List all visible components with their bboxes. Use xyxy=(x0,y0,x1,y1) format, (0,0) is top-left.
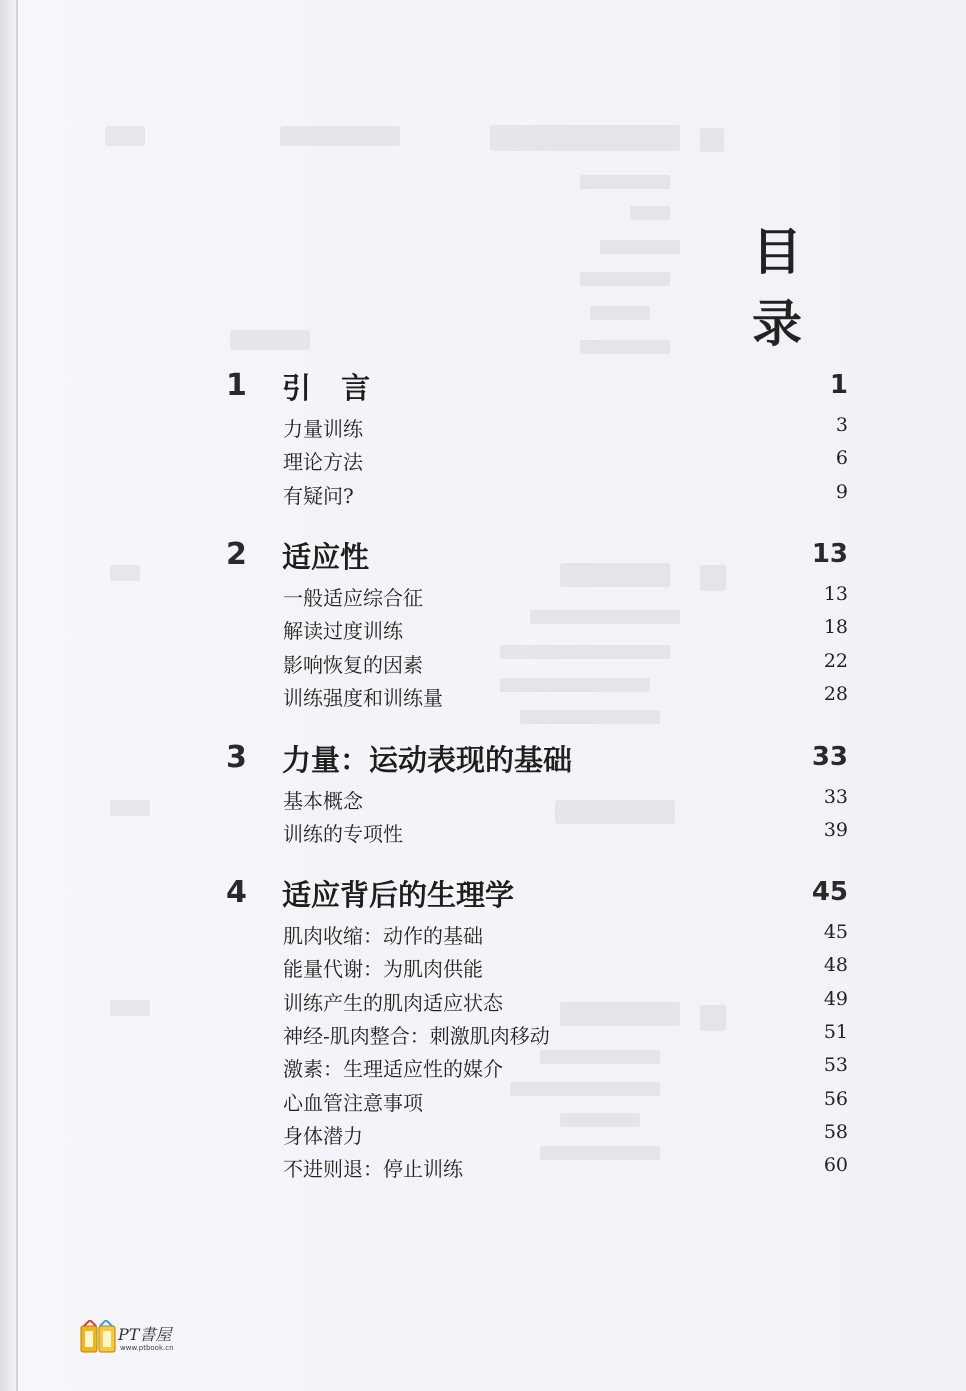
section-title[interactable]: 理论方法 xyxy=(283,450,363,475)
section-page-number: 3 xyxy=(835,414,848,436)
section-title[interactable]: 影响恢复的因素 xyxy=(283,652,423,677)
chapter-page-number: 33 xyxy=(811,742,848,772)
section-title[interactable]: 神经-肌肉整合：刺激肌肉移动 xyxy=(283,1023,550,1048)
page-title: 目 录 xyxy=(752,222,848,353)
section-title[interactable]: 训练的专项性 xyxy=(283,822,403,847)
chapter-page-number: 1 xyxy=(829,370,848,400)
section-page-number: 45 xyxy=(823,921,848,943)
section-title[interactable]: 身体潜力 xyxy=(283,1123,363,1148)
section-page-number: 6 xyxy=(835,447,848,470)
section-title[interactable]: 心血管注意事项 xyxy=(283,1090,423,1115)
section-title[interactable]: 训练产生的肌肉适应状态 xyxy=(283,990,503,1015)
section-page-number: 53 xyxy=(823,1054,848,1077)
section-page-number: 9 xyxy=(835,480,848,503)
section-title[interactable]: 有疑问? xyxy=(283,483,354,508)
chapter-title[interactable]: 适应背后的生理学 xyxy=(282,878,515,912)
section-title[interactable]: 基本概念 xyxy=(283,789,363,813)
chapter-title[interactable]: 适应性 xyxy=(282,540,370,574)
chapter-number: 3 xyxy=(226,740,247,775)
section-title[interactable]: 解读过度训练 xyxy=(283,619,403,644)
section-title[interactable]: 不进则退：停止训练 xyxy=(283,1157,463,1182)
section-page-number: 22 xyxy=(823,649,848,672)
section-page-number: 13 xyxy=(823,583,848,605)
chapter-page-number: 13 xyxy=(811,539,848,569)
chapter-number: 1 xyxy=(226,368,247,403)
section-page-number: 58 xyxy=(823,1120,848,1143)
section-page-number: 18 xyxy=(823,616,848,639)
section-title[interactable]: 能量代谢：为肌肉供能 xyxy=(283,957,483,982)
section-title[interactable]: 训练强度和训练量 xyxy=(283,685,443,710)
section-page-number: 39 xyxy=(823,819,848,842)
section-page-number: 56 xyxy=(823,1087,848,1110)
section-title[interactable]: 一般适应综合征 xyxy=(283,586,423,610)
logo-url: www.ptbook.cn xyxy=(120,1344,174,1352)
chapter-title[interactable]: 引 言 xyxy=(282,371,381,405)
publisher-logo xyxy=(80,1318,200,1358)
section-page-number: 60 xyxy=(823,1154,848,1177)
section-title[interactable]: 力量训练 xyxy=(283,417,363,441)
section-page-number: 49 xyxy=(823,987,848,1010)
book-logo-icon xyxy=(80,1320,116,1358)
chapter-title[interactable]: 力量：运动表现的基础 xyxy=(282,743,573,777)
logo-name: PT書屋 xyxy=(118,1325,172,1344)
chapter-page-number: 45 xyxy=(811,877,848,907)
section-page-number: 28 xyxy=(823,682,848,705)
section-page-number: 33 xyxy=(823,786,848,808)
section-page-number: 51 xyxy=(823,1020,848,1043)
chapter-number: 2 xyxy=(226,537,247,572)
section-title[interactable]: 激素：生理适应性的媒介 xyxy=(283,1057,503,1082)
section-title[interactable]: 肌肉收缩：动作的基础 xyxy=(283,924,483,948)
chapter-number: 4 xyxy=(226,875,247,910)
section-page-number: 48 xyxy=(823,954,848,977)
